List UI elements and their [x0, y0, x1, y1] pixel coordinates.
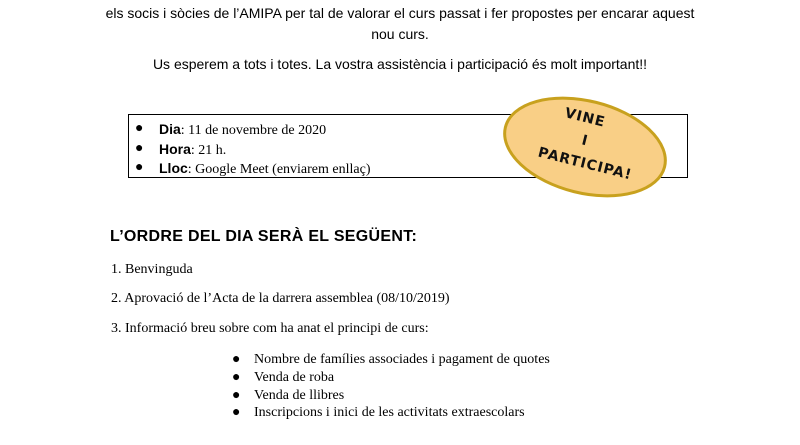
bullet-icon: ● [232, 370, 241, 385]
bullet-icon: ● [232, 405, 241, 420]
agenda-subitem-text: Venda de llibres [254, 388, 345, 403]
agenda-subitem-text: Nombre de famílies associades i pagament de quotes [254, 352, 550, 367]
badge-line-1: VINE [563, 105, 607, 131]
info-label-place: Lloc [159, 160, 188, 176]
info-value-day: : 11 de novembre de 2020 [180, 123, 327, 138]
come-participate-badge [494, 92, 676, 202]
bullet-icon: ● [135, 141, 144, 156]
agenda-subitem-text: Venda de roba [254, 370, 335, 385]
info-label-day: Dia [159, 121, 181, 137]
intro-line-3: Us esperem a tots i totes. La vostra assistència i participació és molt important!! [152, 56, 648, 72]
info-value-place: : Google Meet (enviarem enllaç) [187, 162, 371, 177]
bullet-icon: ● [232, 388, 241, 403]
badge-line-3: PARTICIPA! [536, 144, 634, 184]
agenda-item: 3. Informació breu sobre com ha anat el principi de curs: [111, 321, 429, 336]
info-label-time: Hora [159, 141, 191, 157]
bullet-icon: ● [135, 121, 144, 136]
intro-line-2: nou curs. [371, 26, 429, 42]
agenda-item: 1. Benvinguda [111, 262, 193, 277]
agenda-subitem-text: Inscripcions i inici de les activitats extraescolars [254, 405, 525, 420]
bullet-icon: ● [135, 160, 144, 175]
agenda-heading: L’ORDRE DEL DIA SERÀ EL SEGÜENT: [110, 228, 418, 245]
bullet-icon: ● [232, 352, 241, 367]
info-value-time: : 21 h. [190, 143, 227, 158]
intro-line-1: els socis i sòcies de l’AMIPA per tal de valorar el curs passat i fer propostes per encarar aquest [105, 5, 695, 21]
agenda-item: 2. Aprovació de l’Acta de la darrera assemblea (08/10/2019) [111, 291, 450, 306]
badge-line-2: I [580, 132, 590, 150]
